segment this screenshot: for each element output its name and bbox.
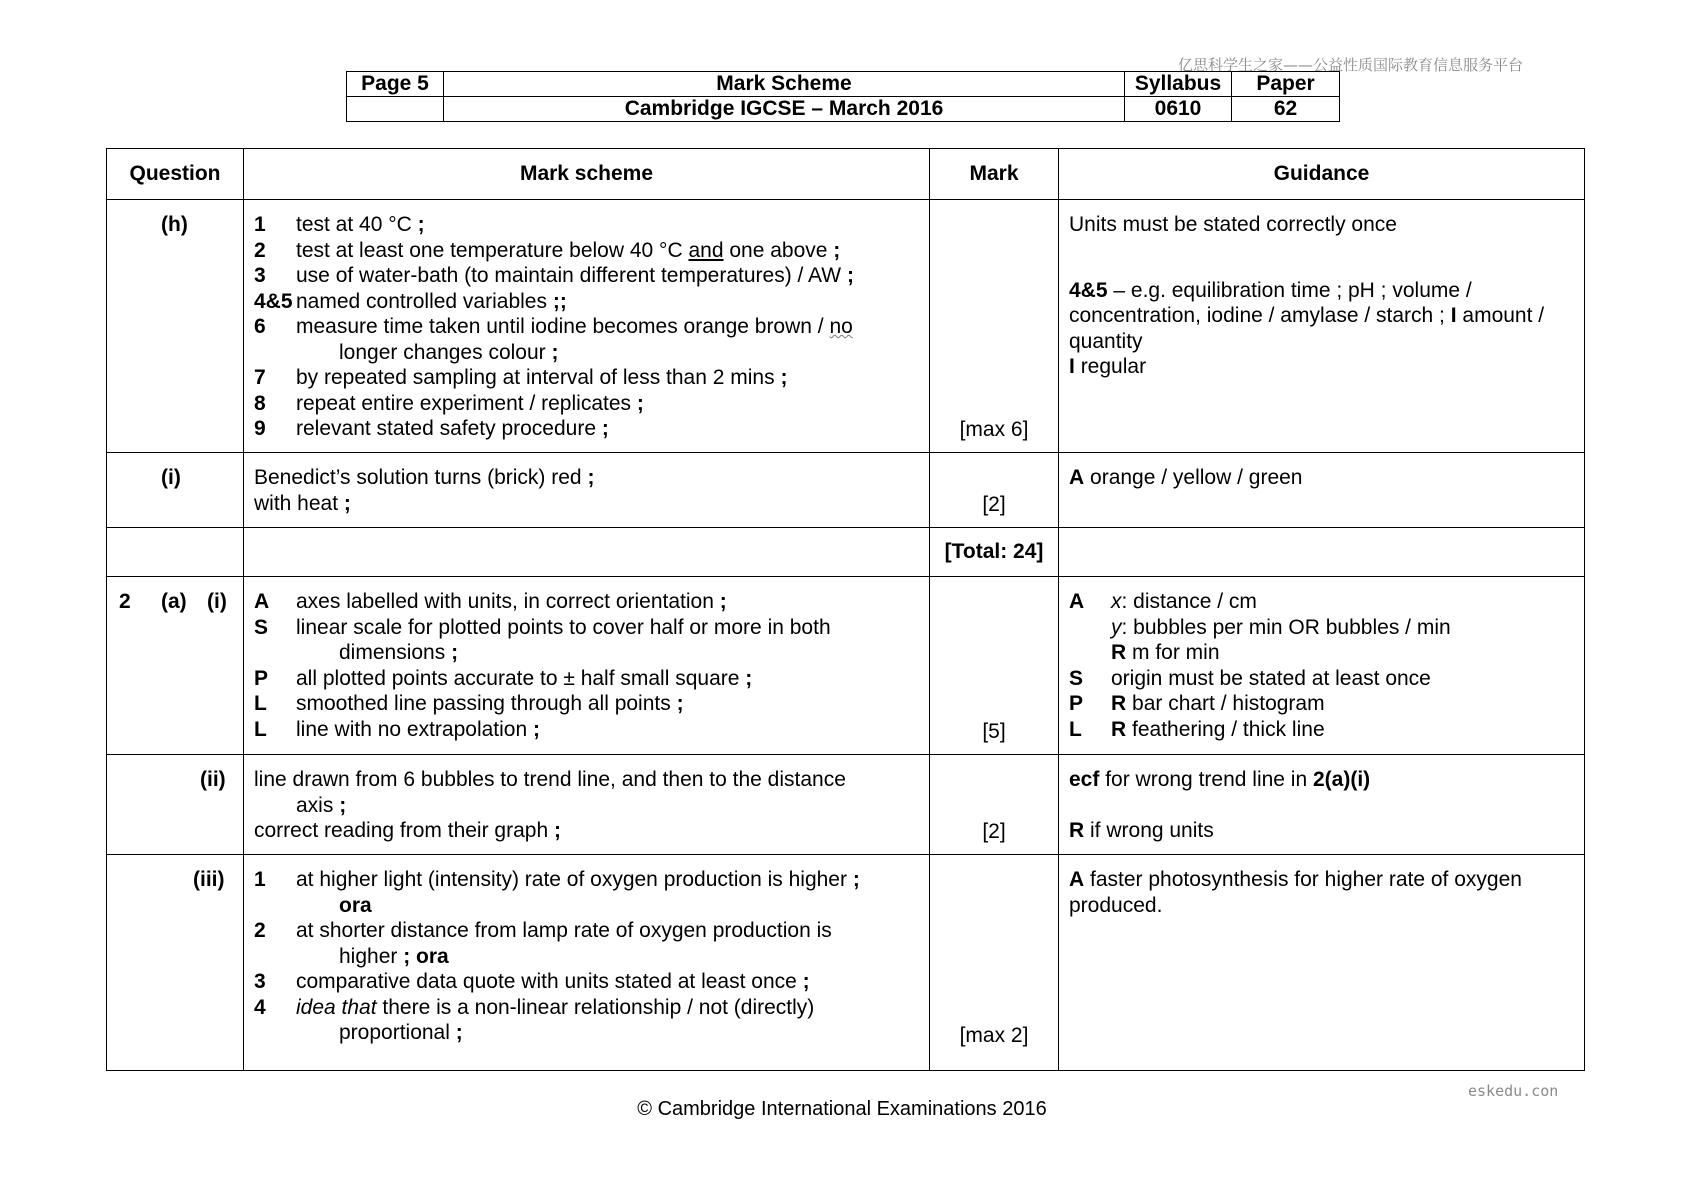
guidance-cell	[1059, 528, 1585, 577]
list-item: L smoothed line passing through all points ;	[254, 692, 684, 715]
guidance-text: A faster photosynthesis for higher rate of oxygen produced.	[1069, 868, 1522, 917]
header-empty-cell	[347, 97, 444, 122]
mark-cell	[930, 755, 1059, 855]
question-cell	[107, 577, 244, 755]
table-row	[107, 528, 1585, 577]
question-label: (h)	[161, 213, 188, 236]
question-subpart: (iii)	[193, 868, 225, 891]
guidance-text: A x: distance / cm	[1069, 590, 1257, 613]
guidance-cell	[1059, 755, 1585, 855]
guidance-cell	[1059, 453, 1585, 528]
syllabus-label: Syllabus	[1125, 72, 1232, 97]
table-row	[107, 453, 1585, 528]
col-header-scheme: Mark scheme	[244, 149, 930, 200]
table-row	[107, 577, 1585, 755]
question-label: (i)	[161, 466, 181, 489]
scheme-cell	[244, 200, 930, 453]
list-item-continuation: dimensions ;	[339, 641, 459, 664]
guidance-text: S origin must be stated at least once	[1069, 666, 1431, 690]
question-cell	[107, 755, 244, 855]
page-number: Page 5	[347, 72, 444, 97]
list-item: L line with no extrapolation ;	[254, 717, 540, 741]
list-item-continuation: longer changes colour ;	[339, 340, 559, 364]
list-item: Benedict’s solution turns (brick) red ;	[254, 466, 595, 489]
scheme-cell	[244, 453, 930, 528]
question-cell	[107, 200, 244, 453]
guidance-text: I regular	[1069, 355, 1147, 378]
list-item: 2 test at least one temperature below 40 °C and one above ;	[254, 238, 841, 262]
list-item: 8 repeat entire experiment / replicates ;	[254, 391, 644, 415]
guidance-cell	[1059, 200, 1585, 453]
mark-scheme-table	[106, 148, 1585, 1071]
list-item: with heat ;	[254, 491, 351, 515]
watermark-top: 亿思科学生之家——公益性质国际教育信息服务平台	[1178, 56, 1524, 74]
scheme-cell	[244, 528, 930, 577]
guidance-text: ecf for wrong trend line in 2(a)(i)	[1069, 768, 1371, 791]
mark-cell	[930, 577, 1059, 755]
list-item-continuation: ora	[339, 893, 372, 917]
mark-cell	[930, 855, 1059, 1071]
list-item: 4 idea that there is a non-linear relationship / not (directly)	[254, 995, 815, 1019]
total-mark: [Total: 24]	[944, 540, 1044, 564]
question-part: (a)	[161, 590, 187, 613]
paper-code: 62	[1232, 97, 1340, 122]
question-number: 2	[119, 590, 131, 613]
list-item: P all plotted points accurate to ± half small square ;	[254, 666, 753, 690]
list-item: 1 test at 40 °C ;	[254, 213, 425, 236]
table-header-row	[107, 149, 1585, 200]
list-item: 3 comparative data quote with units stated at least once ;	[254, 970, 810, 993]
guidance-text: Units must be stated correctly once	[1069, 213, 1397, 236]
list-item: correct reading from their graph ;	[254, 819, 561, 842]
paper-label: Paper	[1232, 72, 1340, 97]
mark-value: [2]	[982, 819, 1006, 843]
list-item: 7 by repeated sampling at interval of less than 2 mins ;	[254, 366, 788, 389]
guidance-text: 4&5 – e.g. equilibration time ; pH ; volume / concentration, iodine / amylase / starch ; I amount / quantity	[1069, 278, 1545, 353]
guidance-text: A orange / yellow / green	[1069, 466, 1303, 489]
list-item: A axes labelled with units, in correct orientation ;	[254, 590, 727, 613]
list-item: 9 relevant stated safety procedure ;	[254, 417, 609, 440]
scheme-cell	[244, 755, 930, 855]
list-item: 1 at higher light (intensity) rate of oxygen production is higher ;	[254, 868, 860, 891]
mark-cell	[930, 200, 1059, 453]
table-row	[107, 200, 1585, 453]
guidance-text: P R bar chart / histogram	[1069, 692, 1325, 715]
mark-value: [max 2]	[959, 1023, 1029, 1047]
question-cell	[107, 855, 244, 1071]
mark-value: [max 6]	[959, 417, 1029, 441]
table-row	[107, 755, 1585, 855]
list-item: line drawn from 6 bubbles to trend line, and then to the distance	[254, 768, 846, 791]
header-subtitle: Cambridge IGCSE – March 2016	[444, 97, 1125, 122]
syllabus-code: 0610	[1125, 97, 1232, 122]
scheme-cell	[244, 855, 930, 1071]
guidance-cell	[1059, 855, 1585, 1071]
col-header-guidance: Guidance	[1059, 149, 1585, 200]
list-item-continuation: proportional ;	[339, 1021, 463, 1044]
list-item: 6 measure time taken until iodine becomes orange brown / no	[254, 315, 853, 338]
mark-value: [2]	[982, 492, 1006, 516]
guidance-text: R m for min	[1111, 641, 1220, 664]
col-header-mark: Mark	[930, 149, 1059, 200]
question-subpart: (ii)	[200, 768, 226, 791]
list-item-continuation: higher ; ora	[339, 944, 449, 968]
mark-cell	[930, 453, 1059, 528]
header-title: Mark Scheme	[444, 72, 1125, 97]
question-cell	[107, 453, 244, 528]
page-header-table	[346, 71, 1340, 122]
copyright-footer: © Cambridge International Examinations 2016	[637, 1098, 1047, 1120]
guidance-cell	[1059, 577, 1585, 755]
guidance-text: y: bubbles per min OR bubbles / min	[1111, 615, 1451, 639]
list-item: 2 at shorter distance from lamp rate of oxygen production is	[254, 919, 832, 942]
watermark-bottom: eskedu.con	[1468, 1082, 1559, 1100]
mark-cell	[930, 528, 1059, 577]
mark-value: [5]	[982, 719, 1006, 743]
guidance-text: L R feathering / thick line	[1069, 717, 1325, 741]
question-cell	[107, 528, 244, 577]
col-header-question: Question	[107, 149, 244, 200]
list-item: 4&5 named controlled variables ;;	[254, 289, 567, 313]
question-subpart: (i)	[207, 590, 227, 613]
list-item-continuation: axis ;	[296, 793, 347, 817]
table-row	[107, 855, 1585, 1071]
list-item: 3 use of water-bath (to maintain different temperatures) / AW ;	[254, 264, 854, 287]
list-item: S linear scale for plotted points to cover half or more in both	[254, 615, 831, 639]
scheme-cell	[244, 577, 930, 755]
guidance-text: R if wrong units	[1069, 819, 1214, 842]
